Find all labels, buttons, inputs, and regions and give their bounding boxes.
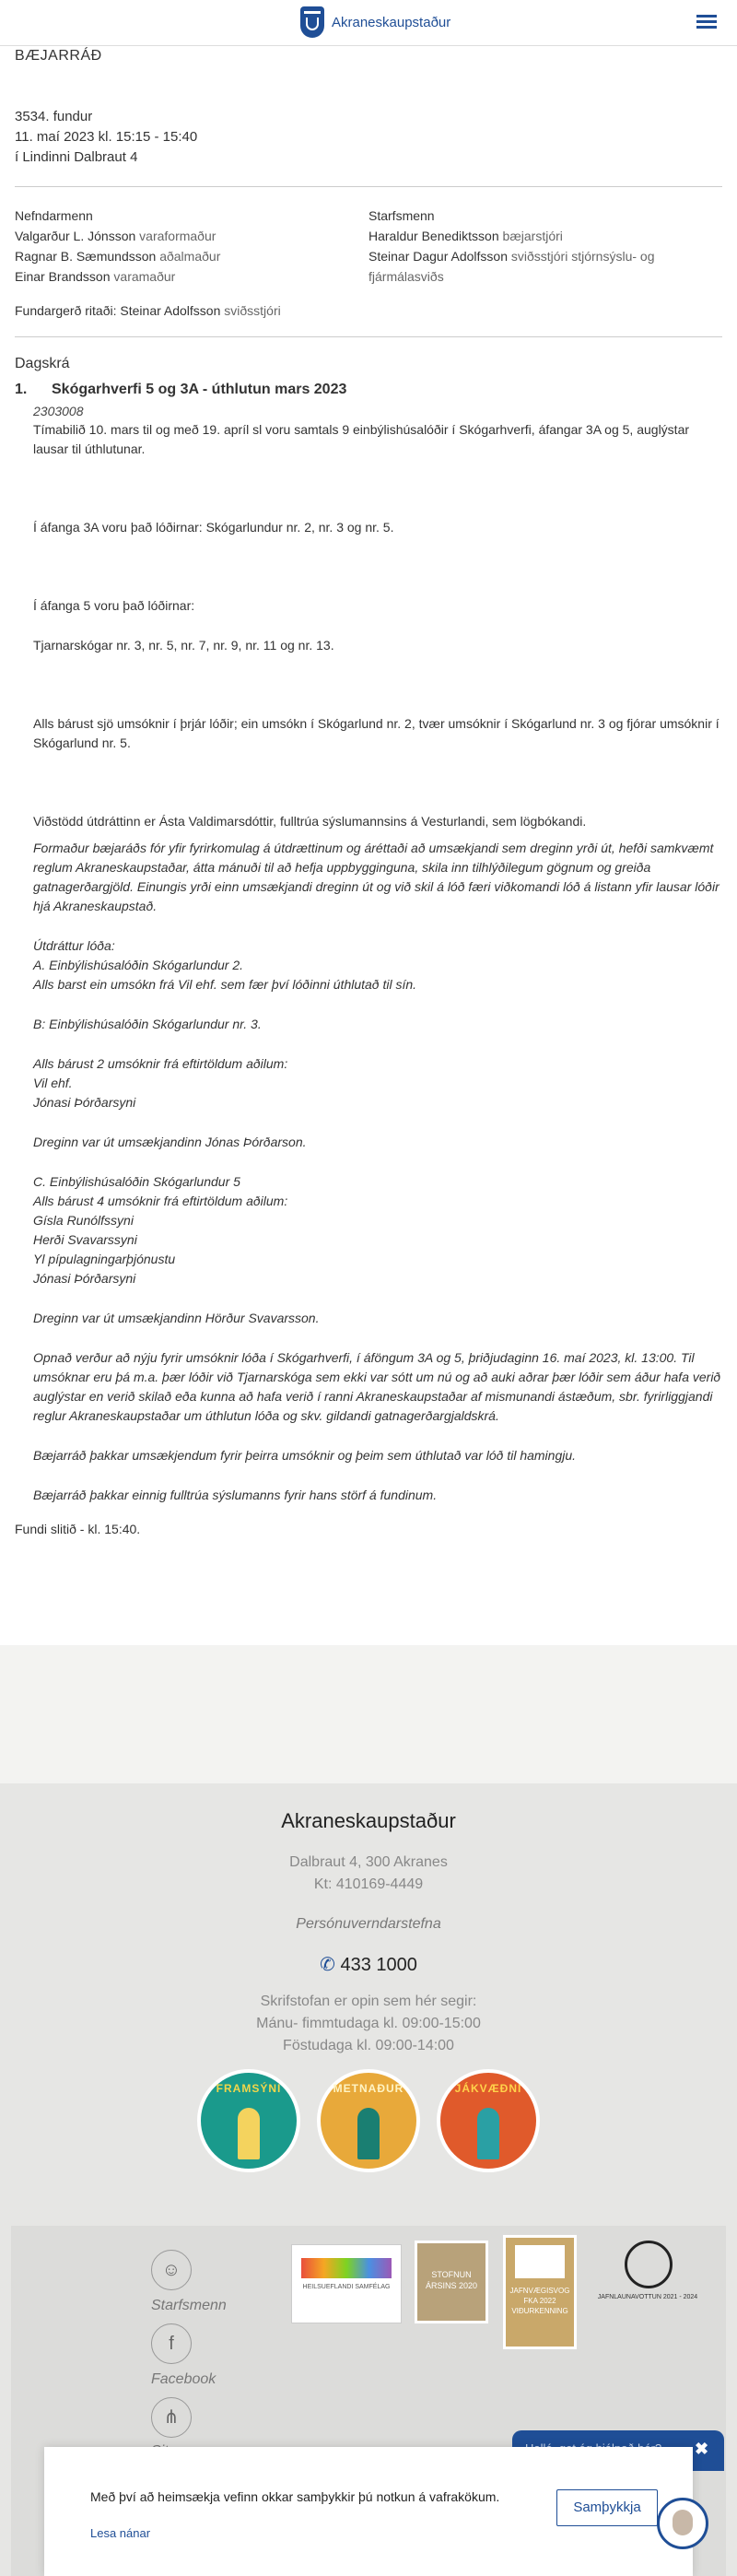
phone-number: 433 1000 bbox=[340, 1955, 417, 1975]
members-heading: Nefndarmenn bbox=[15, 208, 93, 223]
staff-row bbox=[368, 226, 722, 246]
equal-pay-icon bbox=[625, 2241, 673, 2288]
badge-label: METNAÐUR bbox=[333, 2082, 404, 2095]
case-number: 2303008 bbox=[33, 404, 84, 418]
member-name: Valgarður L. Jónsson bbox=[15, 229, 136, 243]
member-row bbox=[15, 226, 368, 246]
divider bbox=[15, 186, 722, 187]
paragraph: Formaður bæjaráðs fór yfir fyrirkomulag á útdrættinum og áréttaði að umsækjandi sem dreginn yrði út, hefði samkvæmt reglum Akraneskaupstaðar, átta mánuði til að hefja uppbygginguna, skila inn tilhlýðilegum gögnum og greiða gatnagerðargjöld. Einungis yrði einn umsækjandi dreginn út og við skil á lóð færi viðkomandi lóð á listann yfir lausar lóðir hjá Akraneskaupstað. bbox=[33, 841, 719, 913]
member-role: aðalmaður bbox=[159, 249, 221, 264]
footer-link-staff[interactable]: Starfsmenn bbox=[151, 2298, 227, 2313]
paragraph: Tjarnarskógar nr. 3, nr. 5, nr. 7, nr. 9, nr. 11 og nr. 13. bbox=[33, 638, 334, 653]
agenda-item-title bbox=[15, 382, 722, 398]
paragraph: Í áfanga 3A voru það lóðirnar: Skógarlundur nr. 2, nr. 3 og nr. 5. bbox=[33, 520, 394, 535]
award-label: JAFNLAUNAVOTTUN 2021 - 2024 bbox=[597, 2294, 698, 2300]
paragraph: Opnað verður að nýju fyrir umsóknir lóða í Skógarhverfi, í áföngum 3A og 5, þriðjudaginn 16. maí 2023, kl. 13:00. Til umsóknar eru þá m.a. þær lóðir við Tjarnarskóga sem ekki var sótt um nú og að auki aðrar þær lóðir sem áður hafa verið auglýstar en verið skilað eða kunna að hafa verið í ranni Akraneskaupstaðar af mismunandi ástæðum, sbr. fyrirliggjandi reglur Akraneskaupstaðar um úthlutun lóða og skv. gildandi gatnagerðargjaldskrá. bbox=[33, 1350, 721, 1423]
town-crest-icon bbox=[300, 6, 324, 38]
agenda-item-number: 1. bbox=[15, 382, 28, 397]
top-navigation-bar bbox=[0, 0, 737, 46]
staff-column bbox=[368, 206, 722, 287]
footer-address: Dalbraut 4, 300 Akranes bbox=[289, 1854, 448, 1870]
member-name: Ragnar B. Sæmundsson bbox=[15, 249, 157, 264]
badge-metnadur bbox=[317, 2069, 420, 2172]
cookie-banner bbox=[44, 2447, 693, 2576]
agenda-item-heading: Skógarhverfi 5 og 3A - úthlutun mars 2023 bbox=[52, 382, 347, 397]
lighthouse-icon bbox=[238, 2108, 260, 2159]
award-fka bbox=[503, 2235, 577, 2349]
phone-icon: ✆ bbox=[320, 1955, 335, 1975]
person-icon[interactable]: ☺ bbox=[151, 2250, 192, 2290]
opening-hours-intro: Skrifstofan er opin sem hér segir: bbox=[260, 1994, 477, 2009]
draw-line: C. Einbýlishúsalóðin Skógarlundur 5 bbox=[33, 1174, 240, 1189]
member-name: Einar Brandsson bbox=[15, 269, 111, 284]
award-label: JAFNVÆGISVOG FKA 2022 VIÐURKENNING bbox=[509, 2287, 570, 2315]
draw-results bbox=[33, 936, 722, 1328]
cookie-read-more-link[interactable]: Lesa nánar bbox=[90, 2526, 151, 2540]
award-equal-pay bbox=[597, 2241, 698, 2314]
paragraph: Í áfanga 5 voru það lóðirnar: bbox=[33, 598, 195, 613]
privacy-policy-link[interactable]: Persónuverndarstefna bbox=[296, 1916, 441, 1932]
paragraph: Bæjarráð þakkar einnig fulltrúa sýslumanns fyrir hans störf á fundinum. bbox=[33, 1488, 438, 1502]
staff-role: bæjarstjóri bbox=[502, 229, 563, 243]
member-role: varaformaður bbox=[139, 229, 216, 243]
badge-label: JÁKVÆÐNI bbox=[454, 2082, 522, 2095]
draw-line: Alls bárust 4 umsóknir frá eftirtöldum aðilum: bbox=[33, 1194, 288, 1208]
cookie-accept-button[interactable]: Samþykkja bbox=[556, 2489, 658, 2526]
minutes-recorder bbox=[15, 303, 722, 318]
draw-line: Herði Svavarssyni bbox=[33, 1232, 137, 1247]
draw-line: Alls bárust 2 umsóknir frá eftirtöldum aðilum: bbox=[33, 1056, 288, 1071]
values-badges bbox=[0, 2069, 737, 2189]
footer-phone[interactable] bbox=[0, 1953, 737, 1976]
footer-link-facebook[interactable]: Facebook bbox=[151, 2371, 216, 2387]
badge-label: FRAMSÝNI bbox=[216, 2082, 282, 2095]
hamburger-menu-icon[interactable] bbox=[696, 15, 717, 31]
draw-line: Gísla Runólfssyni bbox=[33, 1213, 134, 1228]
close-icon[interactable]: ✖ bbox=[695, 2440, 709, 2458]
draw-line: Jónasi Þórðarsyni bbox=[33, 1095, 136, 1110]
meeting-datetime: 11. maí 2023 kl. 15:15 - 15:40 bbox=[15, 129, 198, 145]
opening-hours-1: Mánu- fimmtudaga kl. 09:00-15:00 bbox=[256, 2016, 481, 2031]
paragraph: Bæjarráð þakkar umsækjendum fyrir þeirra umsóknir og þeim sem úthlutað var lóð til hamingju. bbox=[33, 1448, 577, 1463]
draw-line: B: Einbýlishúsalóðin Skógarlundur nr. 3. bbox=[33, 1017, 262, 1031]
draw-heading: Útdráttur lóða: bbox=[33, 938, 115, 953]
chat-avatar-icon[interactable] bbox=[657, 2498, 708, 2549]
meeting-minutes bbox=[15, 48, 722, 1536]
sitemap-icon[interactable]: ⋔ bbox=[151, 2397, 192, 2438]
site-logo[interactable] bbox=[300, 6, 450, 38]
figure-icon bbox=[477, 2108, 499, 2159]
draw-line: Dreginn var út umsækjandinn Hörður Svavarsson. bbox=[33, 1311, 320, 1325]
members-column bbox=[15, 206, 368, 287]
figure-icon bbox=[357, 2108, 380, 2159]
staff-role: sviðsstjóri stjórnsýslu- og fjármálasviðs bbox=[368, 249, 655, 284]
meeting-location: í Lindinni Dalbraut 4 bbox=[15, 149, 138, 165]
agenda-heading: Dagskrá bbox=[15, 356, 70, 371]
draw-line: Yl pípulagningarþjónustu bbox=[33, 1252, 176, 1266]
draw-line: Vil ehf. bbox=[33, 1076, 73, 1090]
badge-framsyni bbox=[197, 2069, 300, 2172]
member-role: varamaður bbox=[113, 269, 176, 284]
recorder-name: Steinar Adolfsson bbox=[120, 303, 221, 318]
paragraph: Tímabilið 10. mars til og með 19. apríl sl voru samtals 9 einbýlishúsalóðir í Skógarhverfi, áfangar 3A og 5, auglýstar lausar til úthlutunar. bbox=[33, 422, 690, 456]
attendees bbox=[15, 206, 722, 287]
recorder-label: Fundargerð ritaði: bbox=[15, 303, 117, 318]
staff-heading: Starfsmenn bbox=[368, 208, 435, 223]
member-row bbox=[15, 266, 368, 287]
footer-org-name: Akraneskaupstaður bbox=[281, 1809, 456, 1832]
draw-line: Dreginn var út umsækjandinn Jónas Þórðarson. bbox=[33, 1135, 307, 1149]
footer-kt: Kt: 410169-4449 bbox=[313, 1876, 424, 1892]
facebook-icon[interactable]: f bbox=[151, 2323, 192, 2364]
award-healthy-community bbox=[291, 2244, 402, 2323]
staff-row bbox=[368, 246, 722, 287]
draw-line: A. Einbýlishúsalóðin Skógarlundur 2. bbox=[33, 958, 244, 972]
meeting-number: 3534. fundur bbox=[15, 109, 93, 124]
award-label: STOFNUN ÁRSINS 2020 bbox=[425, 2270, 478, 2290]
draw-line: Jónasi Þórðarsyni bbox=[33, 1271, 136, 1286]
paragraph: Viðstödd útdráttinn er Ásta Valdimarsdóttir, fulltrúa sýslumannsins á Vesturlandi, sem lögbókandi. bbox=[33, 814, 587, 829]
agenda-item-body bbox=[33, 420, 722, 1505]
staff-name: Haraldur Benediktsson bbox=[368, 229, 499, 243]
site-name: Akraneskaupstaður bbox=[332, 14, 451, 30]
cookie-message: Með því að heimsækja vefinn okkar samþykkir þú notkun á vafrakökum. bbox=[90, 2489, 500, 2504]
people-icon bbox=[301, 2258, 392, 2278]
meeting-closing: Fundi slitið - kl. 15:40. bbox=[15, 1522, 141, 1536]
page-title: BÆJARRÁÐ bbox=[15, 48, 102, 64]
draw-line: Alls barst ein umsókn frá Vil ehf. sem fær því lóðinni úthlutað til sín. bbox=[33, 977, 417, 992]
award-institution-of-year bbox=[415, 2241, 488, 2323]
divider bbox=[15, 336, 722, 337]
staff-name: Steinar Dagur Adolfsson bbox=[368, 249, 508, 264]
award-label: HEILSUEFLANDI SAMFÉLAG bbox=[302, 2284, 391, 2290]
opening-hours-2: Föstudaga kl. 09:00-14:00 bbox=[283, 2038, 454, 2053]
paragraph: Alls bárust sjö umsóknir í þrjár lóðir; ein umsókn í Skógarlund nr. 2, tvær umsóknir í Skógarlund nr. 3 og fjórar umsóknir í Skógarlund nr. 5. bbox=[33, 716, 719, 750]
member-row bbox=[15, 246, 368, 266]
balance-icon bbox=[515, 2245, 565, 2278]
recorder-role: sviðsstjóri bbox=[224, 303, 281, 318]
meeting-info bbox=[15, 107, 722, 168]
badge-jakvaedni bbox=[437, 2069, 540, 2172]
spacer-band bbox=[0, 1645, 737, 1783]
